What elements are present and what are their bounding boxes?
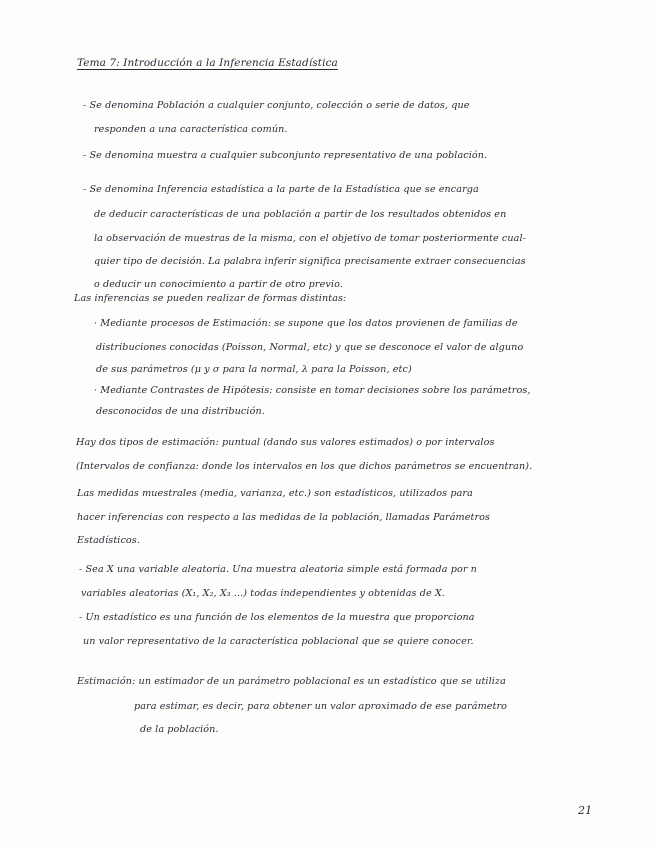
text-line-20: - Sea X una variable aleatoria. Una muestra aleatoria simple está formada por n (79, 564, 477, 575)
text-line-19: Estadísticos. (77, 535, 140, 546)
text-line-17: Las medidas muestrales (media, varianza, etc.) son estadísticos, utilizados para (77, 488, 473, 499)
text-line-10: · Mediante procesos de Estimación: se supone que los datos provienen de familias de (94, 318, 518, 329)
text-line-1: - Se denomina Población a cualquier conjunto, colección o serie de datos, que (83, 100, 470, 111)
text-line-8: o deducir un conocimiento a partir de otro previo. (94, 279, 343, 290)
text-line-24: Estimación: un estimador de un parámetro poblacional es un estadístico que se utiliza (77, 676, 506, 687)
text-line-14: desconocidos de una distribución. (96, 406, 265, 417)
page-number: 21 (578, 804, 593, 817)
text-line-4: - Se denomina Inferencia estadística a la parte de la Estadística que se encarga (83, 184, 479, 195)
text-line-2: responden a una característica común. (94, 124, 288, 135)
text-line-26: de la población. (140, 724, 219, 735)
text-line-3: - Se denomina muestra a cualquier subconjunto representativo de una población. (83, 150, 488, 161)
text-line-21: variables aleatorias (X₁, X₂, X₃ ...) todas independientes y obtenidas de X. (81, 588, 445, 599)
text-line-15: Hay dos tipos de estimación: puntual (dando sus valores estimados) o por intervalos (76, 437, 495, 448)
text-line-18: hacer inferencias con respecto a las medidas de la población, llamadas Parámetros (77, 512, 491, 523)
text-line-11: distribuciones conocidas (Poisson, Normal, etc) y que se desconoce el valor de alguno (96, 342, 524, 353)
text-line-13: · Mediante Contrastes de Hipótesis: consiste en tomar decisiones sobre los parámetros, (94, 385, 531, 396)
text-line-25: para estimar, es decir, para obtener un valor aproximado de ese parámetro (134, 701, 508, 712)
text-line-7: quier tipo de decisión. La palabra inferir significa precisamente extraer consecuencias (94, 256, 526, 267)
text-line-5: de deducir características de una población a partir de los resultados obtenidos en (94, 209, 507, 220)
page-title: Tema 7: Introducción a la Inferencia Estadística (77, 57, 338, 69)
text-line-12: de sus parámetros (μ y σ para la normal, λ para la Poisson, etc) (96, 364, 412, 375)
text-line-23: un valor representativo de la característica poblacional que se quiere conocer. (83, 636, 474, 647)
text-line-22: - Un estadístico es una función de los elementos de la muestra que proporciona (79, 612, 475, 623)
text-line-9: Las inferencias se pueden realizar de formas distintas: (74, 293, 347, 304)
text-line-16: (Intervalos de confianza: donde los intervalos en los que dichos parámetros se encuentran). (76, 461, 533, 472)
text-line-6: la observación de muestras de la misma, con el objetivo de tomar posteriormente cual- (94, 233, 526, 244)
